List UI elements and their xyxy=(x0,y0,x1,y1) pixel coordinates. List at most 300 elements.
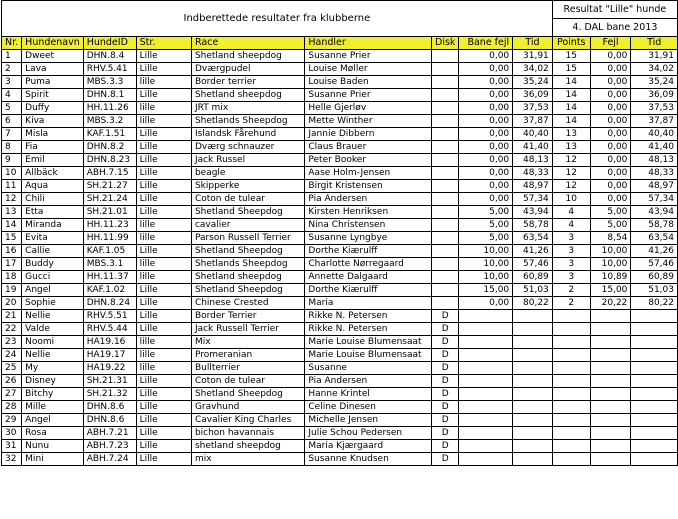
cell-disk: D xyxy=(432,375,459,388)
cell-faults xyxy=(590,388,631,401)
cell-points: 3 xyxy=(552,245,590,258)
cell-points xyxy=(552,414,590,427)
cell-time: 31,91 xyxy=(513,50,553,63)
cell-result-time: 41,40 xyxy=(631,141,678,154)
header-col-nr: Nr. xyxy=(2,37,22,50)
table-row xyxy=(2,89,678,102)
cell-handler: Susanne Knudsen xyxy=(305,453,432,466)
cell-time: 57,46 xyxy=(513,258,553,271)
cell-dog-id: KAF.1.02 xyxy=(83,284,136,297)
cell-dog-name: Gucci xyxy=(22,271,84,284)
cell-points: 14 xyxy=(552,76,590,89)
cell-handler: Hanne Krintel xyxy=(305,388,432,401)
cell-course-faults: 0,00 xyxy=(459,128,513,141)
table-row xyxy=(2,206,678,219)
cell-time xyxy=(513,310,553,323)
cell-faults: 5,00 xyxy=(590,206,631,219)
cell-breed: Chinese Crested xyxy=(191,297,304,310)
cell-disk xyxy=(432,180,459,193)
cell-dog-name: Angel xyxy=(22,414,84,427)
cell-breed: Bullterrier xyxy=(191,362,304,375)
table-row xyxy=(2,102,678,115)
cell-course-faults xyxy=(459,349,513,362)
cell-course-faults: 0,00 xyxy=(459,89,513,102)
cell-result-time xyxy=(631,414,678,427)
header-col-str: Str. xyxy=(136,37,191,50)
cell-course-faults: 5,00 xyxy=(459,219,513,232)
cell-nr: 12 xyxy=(2,193,22,206)
cell-course-faults: 0,00 xyxy=(459,76,513,89)
cell-handler: Susanne xyxy=(305,362,432,375)
cell-nr: 31 xyxy=(2,440,22,453)
cell-time xyxy=(513,336,553,349)
cell-result-time xyxy=(631,453,678,466)
cell-nr: 22 xyxy=(2,323,22,336)
cell-breed: Shetland Sheepdog xyxy=(191,206,304,219)
cell-result-time: 43,94 xyxy=(631,206,678,219)
cell-dog-name: Dweet xyxy=(22,50,84,63)
cell-breed: Shetland Sheepdog xyxy=(191,388,304,401)
cell-disk xyxy=(432,76,459,89)
cell-disk xyxy=(432,271,459,284)
cell-result-time: 63,54 xyxy=(631,232,678,245)
cell-handler: Aase Holm-Jensen xyxy=(305,167,432,180)
cell-handler: Michelle Jensen xyxy=(305,414,432,427)
cell-faults: 15,00 xyxy=(590,284,631,297)
cell-time: 63,54 xyxy=(513,232,553,245)
cell-nr: 23 xyxy=(2,336,22,349)
cell-dog-id: RHV.5.41 xyxy=(83,63,136,76)
cell-time: 57,34 xyxy=(513,193,553,206)
cell-breed: Parson Russell Terrier xyxy=(191,232,304,245)
cell-nr: 5 xyxy=(2,102,22,115)
cell-handler: Marie Louise Blumensaat xyxy=(305,349,432,362)
cell-faults xyxy=(590,362,631,375)
cell-size: lille xyxy=(136,349,191,362)
cell-size: Lille xyxy=(136,323,191,336)
header-col-tid-result: Tid xyxy=(631,37,678,50)
cell-size: Lille xyxy=(136,401,191,414)
cell-disk xyxy=(432,232,459,245)
cell-disk: D xyxy=(432,323,459,336)
cell-nr: 13 xyxy=(2,206,22,219)
cell-points: 4 xyxy=(552,206,590,219)
cell-handler: Susanne Prier xyxy=(305,89,432,102)
cell-result-time: 51,03 xyxy=(631,284,678,297)
table-row xyxy=(2,258,678,271)
cell-handler: Dorthe Kiærulff xyxy=(305,284,432,297)
cell-dog-name: Allbäck xyxy=(22,167,84,180)
cell-dog-id: HA19.16 xyxy=(83,336,136,349)
cell-breed: Jack Russell Terrier xyxy=(191,323,304,336)
cell-course-faults: 10,00 xyxy=(459,245,513,258)
cell-result-time: 34,02 xyxy=(631,63,678,76)
cell-dog-id: DHN.8.4 xyxy=(83,50,136,63)
table-row xyxy=(2,219,678,232)
cell-points xyxy=(552,310,590,323)
table-row xyxy=(2,128,678,141)
cell-points xyxy=(552,453,590,466)
cell-nr: 20 xyxy=(2,297,22,310)
cell-points xyxy=(552,401,590,414)
cell-disk xyxy=(432,141,459,154)
cell-faults: 0,00 xyxy=(590,180,631,193)
cell-dog-id: DHN.8.2 xyxy=(83,141,136,154)
cell-nr: 3 xyxy=(2,76,22,89)
cell-dog-id: ABH.7.24 xyxy=(83,453,136,466)
cell-breed: Shetland Sheepdog xyxy=(191,245,304,258)
cell-dog-id: MBS.3.1 xyxy=(83,258,136,271)
table-row xyxy=(2,245,678,258)
cell-disk: D xyxy=(432,336,459,349)
cell-points: 12 xyxy=(552,167,590,180)
cell-nr: 17 xyxy=(2,258,22,271)
cell-size: lille xyxy=(136,102,191,115)
cell-handler: Jannie Dibbern xyxy=(305,128,432,141)
header-col-disk: Disk xyxy=(432,37,459,50)
cell-result-time: 37,53 xyxy=(631,102,678,115)
cell-dog-name: Noomi xyxy=(22,336,84,349)
table-row xyxy=(2,284,678,297)
cell-points xyxy=(552,362,590,375)
cell-dog-name: Misla xyxy=(22,128,84,141)
cell-dog-id: SH.21.01 xyxy=(83,206,136,219)
cell-result-time: 36,09 xyxy=(631,89,678,102)
cell-course-faults xyxy=(459,440,513,453)
cell-size: Lille xyxy=(136,193,191,206)
cell-dog-id: SH.21.32 xyxy=(83,388,136,401)
cell-handler: Charlotte Nørregaard xyxy=(305,258,432,271)
cell-disk xyxy=(432,167,459,180)
cell-faults: 5,00 xyxy=(590,219,631,232)
cell-disk: D xyxy=(432,414,459,427)
table-row xyxy=(2,76,678,89)
cell-dog-id: HA19.17 xyxy=(83,349,136,362)
cell-nr: 27 xyxy=(2,388,22,401)
cell-points: 14 xyxy=(552,102,590,115)
cell-course-faults: 0,00 xyxy=(459,63,513,76)
cell-dog-name: Disney xyxy=(22,375,84,388)
cell-dog-name: Mille xyxy=(22,401,84,414)
cell-result-time: 37,87 xyxy=(631,115,678,128)
cell-points: 12 xyxy=(552,180,590,193)
cell-breed: JRT mix xyxy=(191,102,304,115)
cell-disk: D xyxy=(432,388,459,401)
cell-faults: 20,22 xyxy=(590,297,631,310)
cell-time xyxy=(513,401,553,414)
cell-points: 12 xyxy=(552,154,590,167)
header-row xyxy=(2,37,678,50)
cell-nr: 1 xyxy=(2,50,22,63)
cell-disk: D xyxy=(432,427,459,440)
cell-breed: beagle xyxy=(191,167,304,180)
cell-faults: 10,89 xyxy=(590,271,631,284)
cell-breed: Islandsk Fårehund xyxy=(191,128,304,141)
cell-size: Lille xyxy=(136,427,191,440)
cell-time xyxy=(513,388,553,401)
cell-result-time: 57,46 xyxy=(631,258,678,271)
cell-handler: Susanne Lyngbye xyxy=(305,232,432,245)
cell-time xyxy=(513,440,553,453)
cell-handler: Annette Dalgaard xyxy=(305,271,432,284)
cell-points: 3 xyxy=(552,271,590,284)
cell-dog-name: Mini xyxy=(22,453,84,466)
cell-course-faults: 0,00 xyxy=(459,297,513,310)
cell-size: Lille xyxy=(136,206,191,219)
cell-nr: 18 xyxy=(2,271,22,284)
cell-time: 43,94 xyxy=(513,206,553,219)
cell-breed: Shetland sheepdog xyxy=(191,50,304,63)
table-row xyxy=(2,453,678,466)
cell-size: Lille xyxy=(136,310,191,323)
cell-size: lille xyxy=(136,362,191,375)
cell-breed: Gravhund xyxy=(191,401,304,414)
cell-result-time xyxy=(631,362,678,375)
header-col-handler: Handler xyxy=(305,37,432,50)
cell-size: Lille xyxy=(136,167,191,180)
cell-dog-id: DHN.8.6 xyxy=(83,414,136,427)
cell-breed: Cavalier King Charles xyxy=(191,414,304,427)
cell-disk xyxy=(432,89,459,102)
cell-faults: 0,00 xyxy=(590,154,631,167)
cell-time: 80,22 xyxy=(513,297,553,310)
cell-result-time: 57,34 xyxy=(631,193,678,206)
table-row xyxy=(2,154,678,167)
cell-nr: 25 xyxy=(2,362,22,375)
cell-size: Lille xyxy=(136,154,191,167)
cell-points: 13 xyxy=(552,141,590,154)
cell-breed: Dværgpudel xyxy=(191,63,304,76)
table-row xyxy=(2,63,678,76)
cell-nr: 26 xyxy=(2,375,22,388)
header-col-fejl: Fejl xyxy=(590,37,631,50)
cell-size: lille xyxy=(136,76,191,89)
cell-points: 10 xyxy=(552,193,590,206)
cell-nr: 4 xyxy=(2,89,22,102)
cell-time xyxy=(513,414,553,427)
cell-size: Lille xyxy=(136,141,191,154)
cell-size: Lille xyxy=(136,414,191,427)
cell-points: 4 xyxy=(552,219,590,232)
cell-faults: 0,00 xyxy=(590,50,631,63)
cell-points: 14 xyxy=(552,89,590,102)
cell-dog-id: ABH.7.23 xyxy=(83,440,136,453)
cell-dog-name: Etta xyxy=(22,206,84,219)
cell-faults: 0,00 xyxy=(590,167,631,180)
cell-breed: cavalier xyxy=(191,219,304,232)
cell-size: Lille xyxy=(136,245,191,258)
cell-time xyxy=(513,323,553,336)
cell-size: lille xyxy=(136,115,191,128)
cell-faults xyxy=(590,349,631,362)
cell-points: 15 xyxy=(552,63,590,76)
cell-handler: Helle Gjerløv xyxy=(305,102,432,115)
cell-dog-name: Nellie xyxy=(22,349,84,362)
cell-dog-name: Duffy xyxy=(22,102,84,115)
table-row xyxy=(2,375,678,388)
cell-time: 37,53 xyxy=(513,102,553,115)
cell-dog-id: DHN.8.23 xyxy=(83,154,136,167)
cell-faults xyxy=(590,336,631,349)
cell-dog-name: Lava xyxy=(22,63,84,76)
cell-result-time: 40,40 xyxy=(631,128,678,141)
cell-size: Lille xyxy=(136,284,191,297)
cell-course-faults: 0,00 xyxy=(459,141,513,154)
cell-dog-name: Chili xyxy=(22,193,84,206)
table-row xyxy=(2,388,678,401)
cell-size: lille xyxy=(136,271,191,284)
cell-disk xyxy=(432,128,459,141)
table-row xyxy=(2,50,678,63)
cell-nr: 2 xyxy=(2,63,22,76)
cell-dog-name: Puma xyxy=(22,76,84,89)
table-row xyxy=(2,297,678,310)
cell-course-faults: 10,00 xyxy=(459,258,513,271)
header-col-points: Points xyxy=(552,37,590,50)
cell-points xyxy=(552,388,590,401)
cell-dog-name: Emil xyxy=(22,154,84,167)
cell-handler: Susanne Prier xyxy=(305,50,432,63)
cell-result-time xyxy=(631,401,678,414)
cell-size: lille xyxy=(136,219,191,232)
result-title: Resultat "Lille" hunde xyxy=(552,1,677,19)
cell-dog-id: ABH.7.15 xyxy=(83,167,136,180)
cell-faults: 0,00 xyxy=(590,115,631,128)
cell-nr: 9 xyxy=(2,154,22,167)
cell-points xyxy=(552,440,590,453)
cell-dog-name: Miranda xyxy=(22,219,84,232)
cell-breed: Shetland Sheepdog xyxy=(191,284,304,297)
cell-course-faults: 5,00 xyxy=(459,232,513,245)
cell-handler: Kirsten Henriksen xyxy=(305,206,432,219)
cell-breed: mix xyxy=(191,453,304,466)
cell-course-faults: 0,00 xyxy=(459,167,513,180)
cell-dog-id: RHV.5.51 xyxy=(83,310,136,323)
cell-points xyxy=(552,375,590,388)
cell-dog-id: RHV.5.44 xyxy=(83,323,136,336)
cell-disk: D xyxy=(432,349,459,362)
table-row xyxy=(2,427,678,440)
cell-size: Lille xyxy=(136,453,191,466)
cell-size: lille xyxy=(136,232,191,245)
cell-faults: 0,00 xyxy=(590,128,631,141)
cell-disk: D xyxy=(432,362,459,375)
cell-disk xyxy=(432,102,459,115)
cell-faults: 10,00 xyxy=(590,245,631,258)
cell-dog-id: HA19.22 xyxy=(83,362,136,375)
cell-dog-name: My xyxy=(22,362,84,375)
cell-dog-name: Bitchy xyxy=(22,388,84,401)
table-row xyxy=(2,336,678,349)
cell-faults xyxy=(590,401,631,414)
cell-time: 36,09 xyxy=(513,89,553,102)
cell-course-faults xyxy=(459,414,513,427)
cell-disk xyxy=(432,50,459,63)
cell-result-time: 48,97 xyxy=(631,180,678,193)
cell-breed: Shetland sheepdog xyxy=(191,89,304,102)
cell-nr: 21 xyxy=(2,310,22,323)
cell-nr: 16 xyxy=(2,245,22,258)
cell-nr: 7 xyxy=(2,128,22,141)
cell-faults: 0,00 xyxy=(590,141,631,154)
cell-disk xyxy=(432,297,459,310)
cell-faults xyxy=(590,323,631,336)
cell-result-time xyxy=(631,323,678,336)
results-sheet xyxy=(1,0,678,466)
cell-nr: 15 xyxy=(2,232,22,245)
cell-faults xyxy=(590,453,631,466)
cell-handler: Dorthe Kiærulff xyxy=(305,245,432,258)
cell-size: Lille xyxy=(136,128,191,141)
cell-result-time: 60,89 xyxy=(631,271,678,284)
cell-result-time xyxy=(631,375,678,388)
cell-dog-id: SH.21.24 xyxy=(83,193,136,206)
cell-dog-name: Nellie xyxy=(22,310,84,323)
cell-breed: Shetlands Sheepdog xyxy=(191,115,304,128)
cell-breed: Coton de tulear xyxy=(191,375,304,388)
cell-time xyxy=(513,349,553,362)
cell-size: Lille xyxy=(136,50,191,63)
cell-dog-id: MBS.3.2 xyxy=(83,115,136,128)
cell-disk: D xyxy=(432,310,459,323)
cell-breed: Border terrier xyxy=(191,76,304,89)
table-row xyxy=(2,323,678,336)
cell-disk xyxy=(432,206,459,219)
cell-disk xyxy=(432,193,459,206)
cell-points: 14 xyxy=(552,115,590,128)
cell-points: 2 xyxy=(552,284,590,297)
cell-handler: Mette Winther xyxy=(305,115,432,128)
cell-breed: bichon havannais xyxy=(191,427,304,440)
cell-handler: Celine Dinesen xyxy=(305,401,432,414)
cell-dog-name: Evita xyxy=(22,232,84,245)
cell-points: 13 xyxy=(552,128,590,141)
cell-handler: Peter Booker xyxy=(305,154,432,167)
cell-course-faults: 0,00 xyxy=(459,115,513,128)
cell-dog-name: Fia xyxy=(22,141,84,154)
cell-faults xyxy=(590,375,631,388)
cell-dog-name: Angel xyxy=(22,284,84,297)
table-row xyxy=(2,167,678,180)
header-col-bane-fejl: Bane fejl xyxy=(459,37,513,50)
cell-handler: Pia Andersen xyxy=(305,375,432,388)
cell-result-time: 48,13 xyxy=(631,154,678,167)
cell-course-faults xyxy=(459,362,513,375)
cell-nr: 8 xyxy=(2,141,22,154)
cell-handler: Pia Andersen xyxy=(305,193,432,206)
cell-result-time: 31,91 xyxy=(631,50,678,63)
table-row xyxy=(2,310,678,323)
cell-handler: Julie Schou Pedersen xyxy=(305,427,432,440)
table-row xyxy=(2,141,678,154)
cell-faults xyxy=(590,427,631,440)
cell-course-faults: 0,00 xyxy=(459,102,513,115)
cell-course-faults: 0,00 xyxy=(459,193,513,206)
cell-nr: 30 xyxy=(2,427,22,440)
table-row xyxy=(2,362,678,375)
cell-breed: Shetland sheepdog xyxy=(191,271,304,284)
cell-dog-id: KAF.1.05 xyxy=(83,245,136,258)
cell-breed: Mix xyxy=(191,336,304,349)
cell-course-faults xyxy=(459,427,513,440)
cell-dog-name: Kiva xyxy=(22,115,84,128)
header-col-hundenavn: Hundenavn xyxy=(22,37,84,50)
cell-disk: D xyxy=(432,440,459,453)
cell-result-time: 80,22 xyxy=(631,297,678,310)
cell-dog-id: SH.21.31 xyxy=(83,375,136,388)
cell-points xyxy=(552,427,590,440)
cell-disk: D xyxy=(432,401,459,414)
